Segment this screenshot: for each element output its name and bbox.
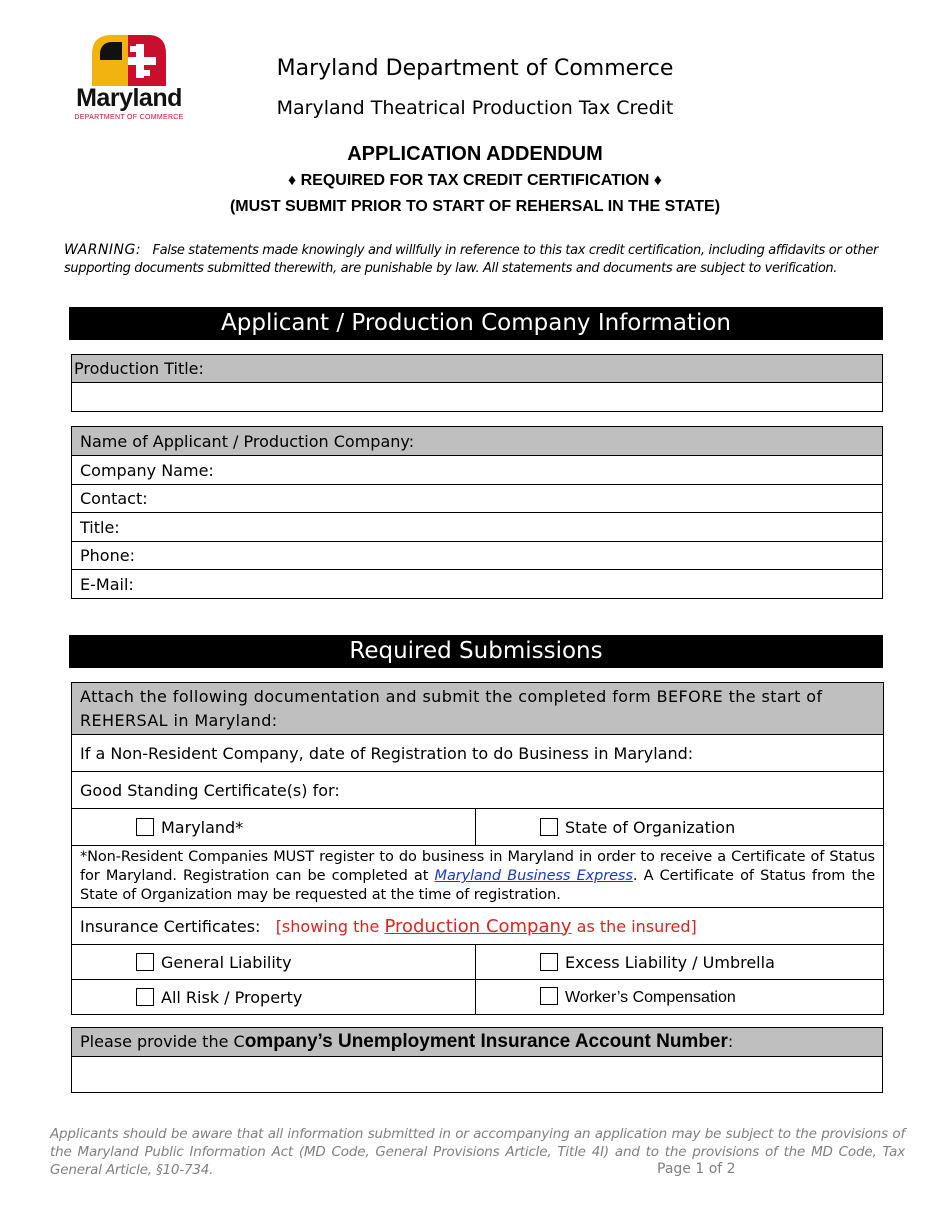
ui-prompt-bold: ompany’s Unemployment Insurance Account Number (244, 1031, 728, 1052)
insurance-certificates-row (72, 908, 884, 945)
warning-label: WARNING: (64, 242, 142, 258)
warning-statement (64, 241, 894, 278)
contact-field[interactable] (72, 485, 883, 513)
page-number: Page 1 of 2 (657, 1161, 736, 1177)
company-name-label: Company Name: (80, 460, 214, 480)
unemployment-insurance-prompt (72, 1028, 883, 1057)
general-liability-option[interactable] (72, 945, 476, 980)
department-name: Maryland Department of Commerce (276, 56, 674, 81)
section-header-submissions: Required Submissions (69, 635, 883, 668)
registration-note-text: *Non-Resident Companies MUST register to do business in Maryland in order to receive a Certificate of Status for Maryland. Registration can be completed at (80, 849, 876, 884)
state-of-organization-checkbox[interactable] (540, 818, 558, 836)
unemployment-insurance-table (71, 1027, 883, 1093)
production-title-table (71, 354, 883, 412)
workers-compensation-option[interactable] (476, 980, 884, 1015)
general-liability-checkbox[interactable] (136, 953, 154, 971)
document-title: APPLICATION ADDENDUM (347, 143, 603, 165)
maryland-checkbox[interactable] (136, 818, 154, 836)
insurance-note (276, 917, 697, 936)
excess-liability-checkbox[interactable] (540, 953, 558, 971)
title-label: Title: (80, 517, 120, 537)
workers-compensation-checkbox[interactable] (540, 987, 558, 1005)
phone-field[interactable] (72, 542, 883, 570)
insurance-note-pre: [showing the (275, 916, 385, 936)
program-name: Maryland Theatrical Production Tax Credit (276, 97, 674, 119)
ui-prompt-post: : (727, 1032, 734, 1051)
company-name-field[interactable] (72, 456, 883, 485)
all-risk-property-option[interactable] (72, 980, 476, 1015)
production-title-input[interactable] (72, 383, 883, 412)
contact-label: Contact: (80, 489, 148, 508)
all-risk-property-label: All Risk / Property (161, 987, 303, 1007)
insurance-certificates-label: Insurance Certificates: (80, 916, 261, 936)
logo-subtitle: DEPARTMENT OF COMMERCE (74, 114, 184, 121)
excess-liability-label: Excess Liability / Umbrella (565, 952, 775, 972)
required-submissions-table (71, 682, 884, 1015)
submission-instructions: Attach the following documentation and submit the completed form BEFORE the start of REHERSAL in Maryland: (72, 683, 884, 735)
registration-date-label: If a Non-Resident Company, date of Registration to do Business in Maryland: (80, 743, 694, 763)
unemployment-insurance-account-input[interactable] (72, 1057, 883, 1093)
applicant-section-header: Name of Applicant / Production Company: (72, 427, 883, 456)
applicant-info-table (71, 426, 883, 599)
section-header-applicant: Applicant / Production Company Information (69, 307, 883, 340)
warning-text: False statements made knowingly and willfully in reference to this tax credit certification, including affidavits or other supporting documents submitted therewith, are punishable by law. All statements and documents are subject to verification. (64, 243, 878, 276)
all-risk-property-checkbox[interactable] (136, 988, 154, 1006)
insurance-note-emphasis: Production Company (384, 915, 572, 937)
general-liability-label: General Liability (161, 952, 292, 972)
logo-wordmark: Maryland (76, 84, 182, 112)
email-label: E-Mail: (80, 574, 134, 594)
ui-prompt-pre: Please provide the C (80, 1032, 245, 1051)
public-information-disclaimer: Applicants should be aware that all information submitted in or accompanying an application may be subject to the provisions of the Maryland Public Information Act (MD Code, General Provisions Article, Title 4I) and to the provisions of the MD Code, Tax General Article, §10-734. (50, 1126, 905, 1178)
state-of-organization-label: State of Organization (565, 817, 736, 837)
submission-deadline-notice: (MUST SUBMIT PRIOR TO START OF REHERSAL IN THE STATE) (229, 198, 721, 215)
production-title-label: Production Title: (72, 355, 883, 383)
maryland-option[interactable] (72, 809, 476, 846)
phone-label: Phone: (80, 546, 135, 565)
registration-note (72, 846, 884, 908)
required-notice: ♦ REQUIRED FOR TAX CREDIT CERTIFICATION ♦ (288, 172, 662, 189)
state-of-organization-option[interactable] (476, 809, 884, 846)
email-field[interactable] (72, 570, 883, 599)
excess-liability-option[interactable] (476, 945, 884, 980)
registration-note-text-2: . A Certificate of Status from the State of Organization may be requested at the time of registration. (80, 868, 876, 903)
maryland-option-label: Maryland* (161, 817, 244, 837)
good-standing-label: Good Standing Certificate(s) for: (72, 772, 884, 809)
title-field[interactable] (72, 513, 883, 542)
workers-compensation-label: Worker’s Compensation (565, 989, 736, 1006)
maryland-business-express-link[interactable]: Maryland Business Express (434, 868, 633, 884)
registration-date-field[interactable] (72, 735, 884, 772)
insurance-note-post: as the insured] (571, 916, 697, 936)
